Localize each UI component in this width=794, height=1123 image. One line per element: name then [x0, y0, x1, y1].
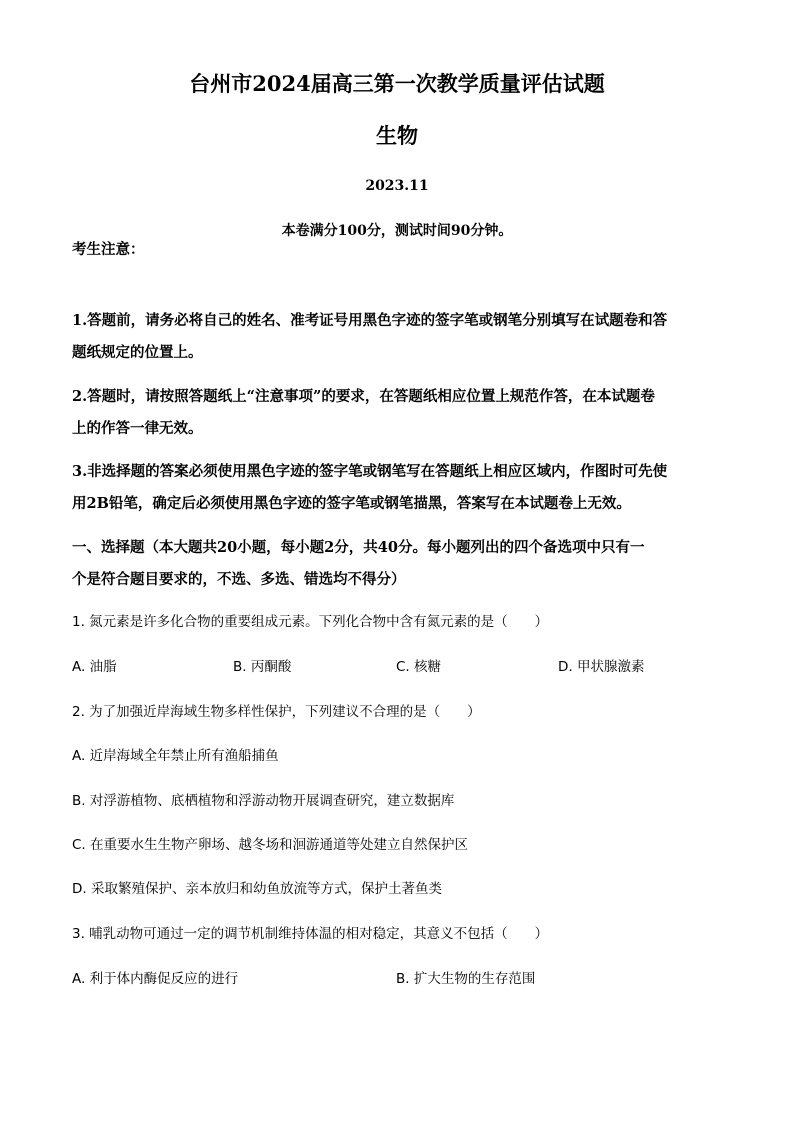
question-2-option-a: A. 近岸海域全年禁止所有渔船捕鱼 — [72, 748, 279, 764]
section-1-heading-line-2: 个是符合题目要求的，不选、多选、错选均不得分） — [72, 571, 406, 588]
question-1-option-b: B. 丙酮酸 — [233, 659, 292, 675]
notice-item-3-line-2: 用2B铅笔，确定后必须使用黑色字迹的签字笔或钢笔描黑，答案写在本试题卷上无效。 — [72, 495, 631, 512]
notice-item-2-line-2: 上的作答一律无效。 — [72, 420, 203, 437]
question-3-option-b: B. 扩大生物的生存范围 — [396, 971, 536, 987]
question-3-stem: 3. 哺乳动物可通过一定的调节机制维持体温的相对稳定，其意义不包括（ ） — [72, 926, 549, 942]
notice-item-3-line-1: 3.非选择题的答案必须使用黑色字迹的签字笔或钢笔写在答题纸上相应区域内，作图时可先使 — [72, 463, 668, 480]
section-1-heading-line-1: 一、选择题（本大题共20小题，每小题2分，共40分。每小题列出的四个备选项中只有一 — [72, 539, 645, 556]
question-2-stem: 2. 为了加强近岸海域生物多样性保护，下列建议不合理的是（ ） — [72, 704, 481, 720]
subject-title: 生物 — [376, 123, 418, 148]
notice-item-1-line-1: 1.答题前，请务必将自己的姓名、准考证号用黑色字迹的签字笔或钢笔分别填写在试题卷和答 — [72, 312, 668, 329]
question-2-option-c: C. 在重要水生生物产卵场、越冬场和洄游通道等处建立自然保护区 — [72, 837, 469, 853]
score-info: 本卷满分100分，测试时间90分钟。 — [281, 223, 513, 239]
exam-date: 2023.11 — [365, 178, 429, 194]
question-1-option-d: D. 甲状腺激素 — [558, 659, 645, 675]
question-2-option-d: D. 采取繁殖保护、亲本放归和幼鱼放流等方式，保护土著鱼类 — [72, 881, 442, 897]
notice-item-2-line-1: 2.答题时，请按照答题纸上“注意事项”的要求，在答题纸相应位置上规范作答，在本试题卷 — [72, 388, 655, 405]
question-1-stem: 1. 氮元素是许多化合物的重要组成元素。下列化合物中含有氮元素的是（ ） — [72, 614, 549, 630]
question-3-option-a: A. 利于体内酶促反应的进行 — [72, 971, 239, 987]
question-2-option-b: B. 对浮游植物、底栖植物和浮游动物开展调查研究，建立数据库 — [72, 793, 455, 809]
question-1-option-c: C. 核糖 — [396, 659, 442, 675]
question-1-option-a: A. 油脂 — [72, 659, 117, 675]
notice-item-1-line-2: 题纸规定的位置上。 — [72, 344, 203, 361]
notice-heading: 考生注意： — [72, 241, 145, 258]
page-title: 台州市2024届高三第一次教学质量评估试题 — [189, 71, 605, 96]
